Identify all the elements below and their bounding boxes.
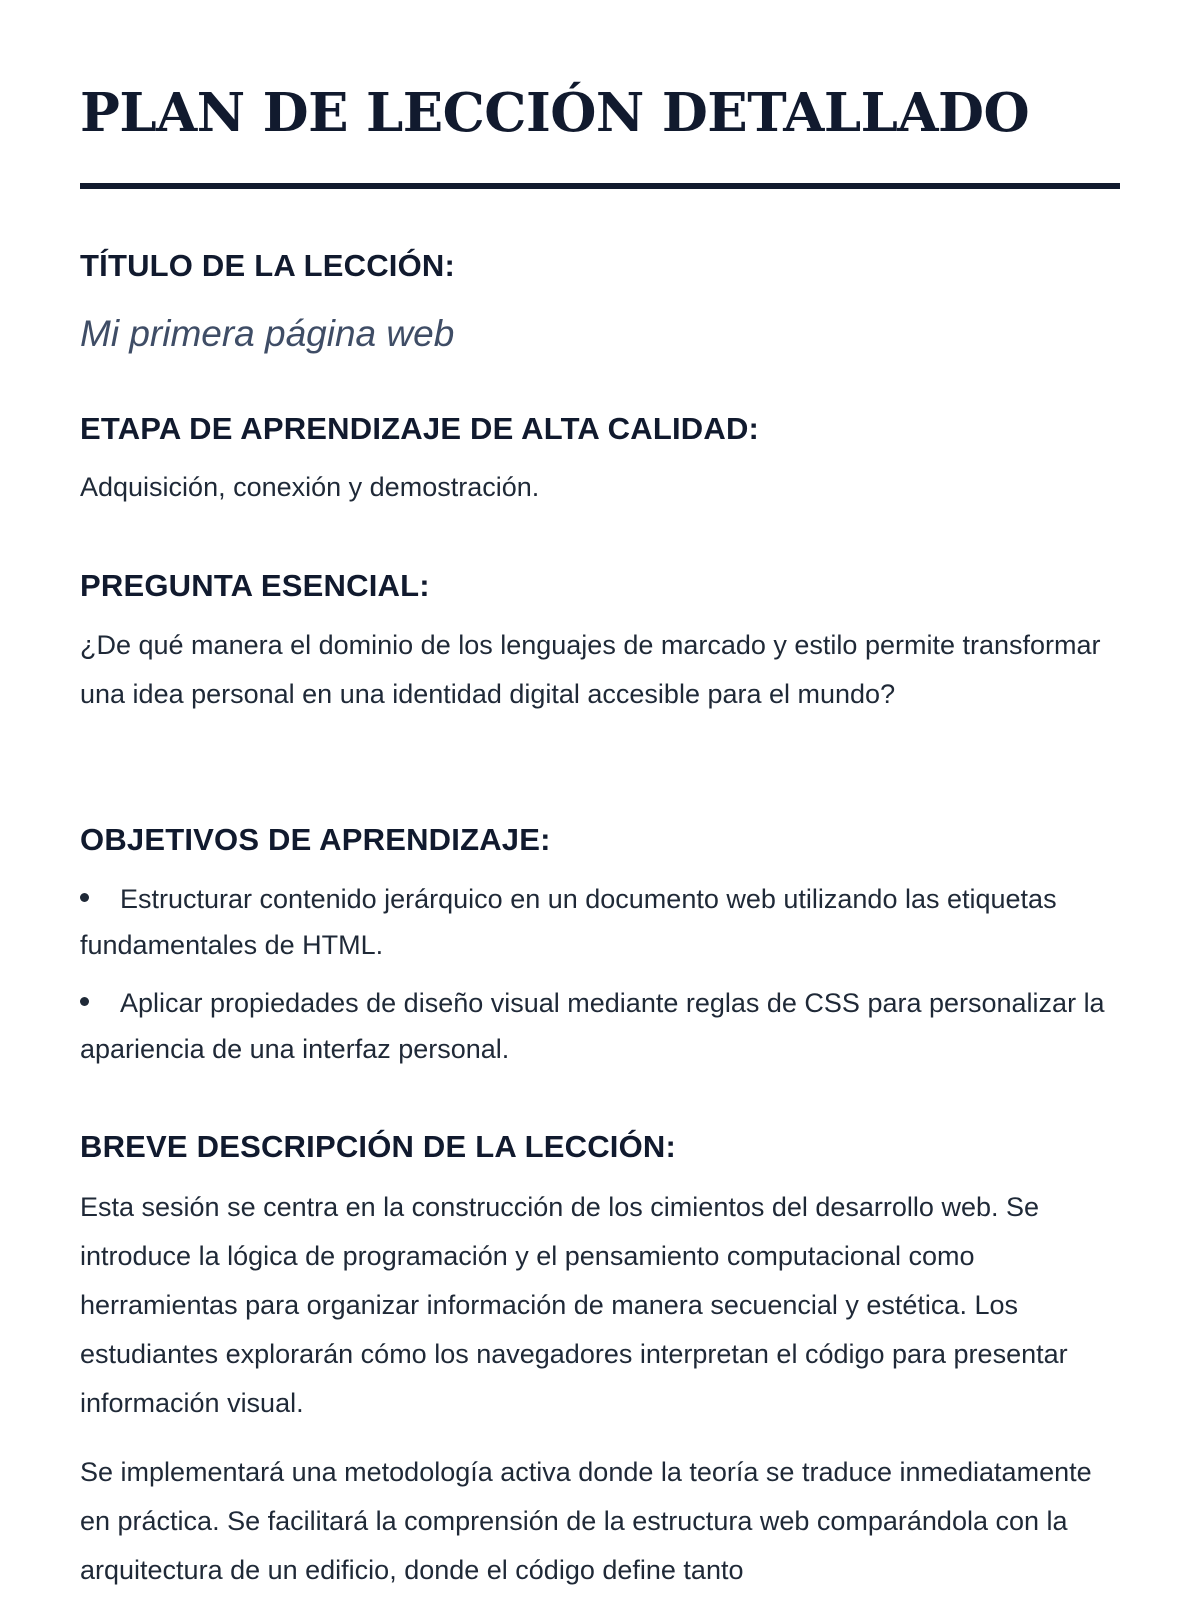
- learning-stage-value: Adquisición, conexión y demostración.: [80, 472, 540, 502]
- objectives-list: [80, 876, 1120, 1084]
- lesson-description-paragraph: Se implementará una metodología activa donde la teoría se traduce inmediatamente en práctica. Se facilitará la comprensión de la estructura web comparándola con la arquitectura de un edificio, donde el código define tanto: [80, 1457, 1092, 1585]
- list-item: [80, 876, 1120, 968]
- bullet-icon: [80, 893, 89, 902]
- lesson-title-value: Mi primera página web: [80, 313, 455, 354]
- lesson-description-label: BREVE DESCRIPCIÓN DE LA LECCIÓN:: [80, 1129, 677, 1164]
- learning-objectives-label: OBJETIVOS DE APRENDIZAJE:: [80, 822, 551, 857]
- bullet-icon: [80, 997, 89, 1006]
- title-divider: [80, 183, 1120, 189]
- essential-question-label: PREGUNTA ESENCIAL:: [80, 568, 430, 603]
- objective-text: Estructurar contenido jerárquico en un documento web utilizando las etiquetas fundamentales de HTML.: [80, 884, 1057, 960]
- list-item: [80, 980, 1120, 1072]
- page-title: PLAN DE LECCIÓN DETALLADO: [80, 82, 1030, 144]
- lesson-title-label: TÍTULO DE LA LECCIÓN:: [80, 248, 456, 283]
- learning-stage-label: ETAPA DE APRENDIZAJE DE ALTA CALIDAD:: [80, 411, 760, 446]
- lesson-description-paragraph: Esta sesión se centra en la construcción de los cimientos del desarrollo web. Se introduce la lógica de programación y el pensamiento computacional como herramientas para organizar información de manera secuencial y estética. Los estudiantes explorarán cómo los navegadores interpretan el código para presentar información visual.: [80, 1192, 1068, 1418]
- essential-question-value: ¿De qué manera el dominio de los lenguajes de marcado y estilo permite transformar una idea personal en una identidad digital accesible para el mundo?: [80, 630, 1101, 709]
- objective-text: Aplicar propiedades de diseño visual mediante reglas de CSS para personalizar la apariencia de una interfaz personal.: [80, 988, 1105, 1064]
